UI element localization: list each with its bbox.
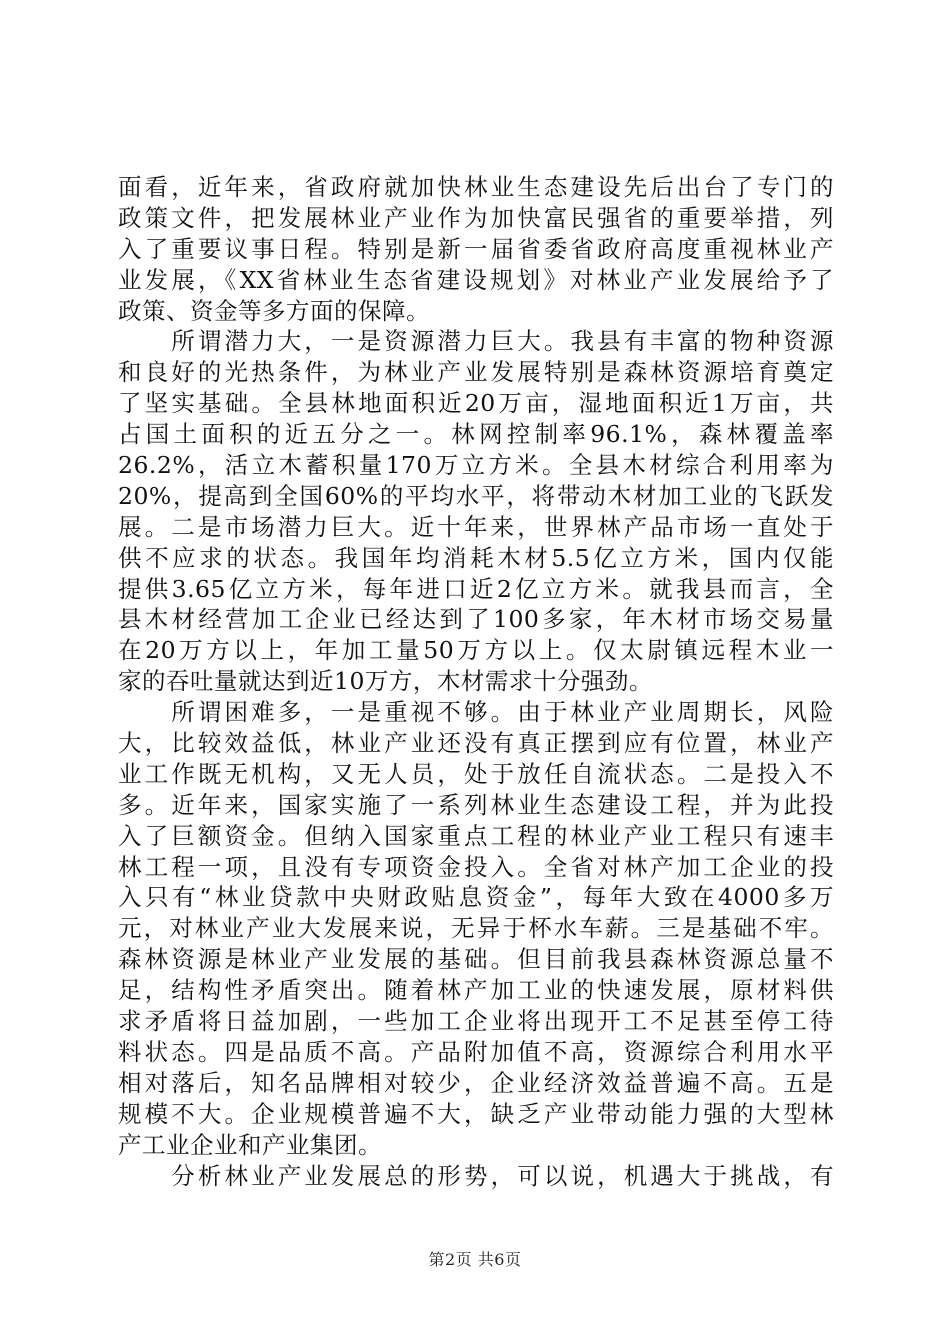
text-line: 所谓困难多，一是重视不够。由于林业产业周期长，风险 bbox=[118, 698, 834, 727]
text-line: 林工程一项，且没有专项资金投入。全省对林产加工企业的投 bbox=[118, 852, 834, 881]
text-line: 求矛盾将日益加剧，一些加工企业将出现开工不足甚至停工待 bbox=[118, 1007, 834, 1036]
text-line: 家的吞吐量就达到近10万方，木材需求十分强劲。 bbox=[118, 667, 653, 696]
text-line: 大，比较效益低，林业产业还没有真正摆到应有位置，林业产 bbox=[118, 729, 834, 758]
text-line: 在20万方以上，年加工量50万方以上。仅太尉镇远程木业一 bbox=[118, 636, 834, 665]
text-line: 政策文件，把发展林业产业作为加快富民强省的重要举措，列 bbox=[118, 203, 834, 232]
text-line: 相对落后，知名品牌相对较少，企业经济效益普遍不高。五是 bbox=[118, 1068, 834, 1097]
text-line: 26.2%，活立木蓄积量170万立方米。全县木材综合利用率为 bbox=[118, 451, 834, 480]
text-line: 了坚实基础。全县林地面积近20万亩，湿地面积近1万亩，共 bbox=[118, 389, 834, 418]
text-line: 县木材经营加工企业已经达到了100多家，年木材市场交易量 bbox=[118, 605, 834, 634]
text-line: 产工业企业和产业集团。 bbox=[118, 1130, 382, 1159]
text-line: 森林资源是林业产业发展的基础。但目前我县森林资源总量不 bbox=[118, 945, 834, 974]
text-line: 展。二是市场潜力巨大。近十年来，世界林产品市场一直处于 bbox=[118, 512, 834, 541]
text-line: 元，对林业产业大发展来说，无异于杯水车薪。三是基础不牢。 bbox=[118, 914, 834, 943]
text-line: 业工作既无机构，又无人员，处于放任自流状态。二是投入不 bbox=[118, 759, 834, 788]
text-line: 提供3.65亿立方米，每年进口近2亿立方米。就我县而言，全 bbox=[118, 574, 834, 603]
text-line: 料状态。四是品质不高。产品附加值不高，资源综合利用水平 bbox=[118, 1037, 834, 1066]
text-line: 入了巨额资金。但纳入国家重点工程的林业产业工程只有速丰 bbox=[118, 821, 834, 850]
text-line: 规模不大。企业规模普遍不大，缺乏产业带动能力强的大型林 bbox=[118, 1099, 834, 1128]
text-line: 政策、资金等多方面的保障。 bbox=[118, 296, 430, 325]
text-line: 所谓潜力大，一是资源潜力巨大。我县有丰富的物种资源 bbox=[118, 327, 834, 356]
text-line: 占国土面积的近五分之一。林网控制率96.1%，森林覆盖率 bbox=[118, 420, 834, 449]
text-line: 和良好的光热条件，为林业产业发展特别是森林资源培育奠定 bbox=[118, 358, 834, 387]
text-line: 多。近年来，国家实施了一系列林业生态建设工程，并为此投 bbox=[118, 790, 834, 819]
text-line: 入了重要议事日程。特别是新一届省委省政府高度重视林业产 bbox=[118, 234, 834, 263]
text-line: 足，结构性矛盾突出。随着林产加工业的快速发展，原材料供 bbox=[118, 976, 834, 1005]
document-body bbox=[118, 172, 834, 1191]
text-line: 业发展，《XX省林业生态省建设规划》对林业产业发展给予了 bbox=[118, 265, 834, 294]
text-line: 面看，近年来，省政府就加快林业生态建设先后出台了专门的 bbox=[118, 173, 834, 201]
text-line: 入只有“林业贷款中央财政贴息资金”，每年大致在4000多万 bbox=[118, 883, 834, 912]
text-line: 供不应求的状态。我国年均消耗木材5.5亿立方米，国内仅能 bbox=[118, 543, 834, 572]
text-line: 20%，提高到全国60%的平均水平，将带动木材加工业的飞跃发 bbox=[118, 481, 834, 510]
page-footer: 第2页 共6页 bbox=[428, 1250, 522, 1269]
text-line: 分析林业产业发展总的形势，可以说，机遇大于挑战，有 bbox=[118, 1161, 834, 1190]
